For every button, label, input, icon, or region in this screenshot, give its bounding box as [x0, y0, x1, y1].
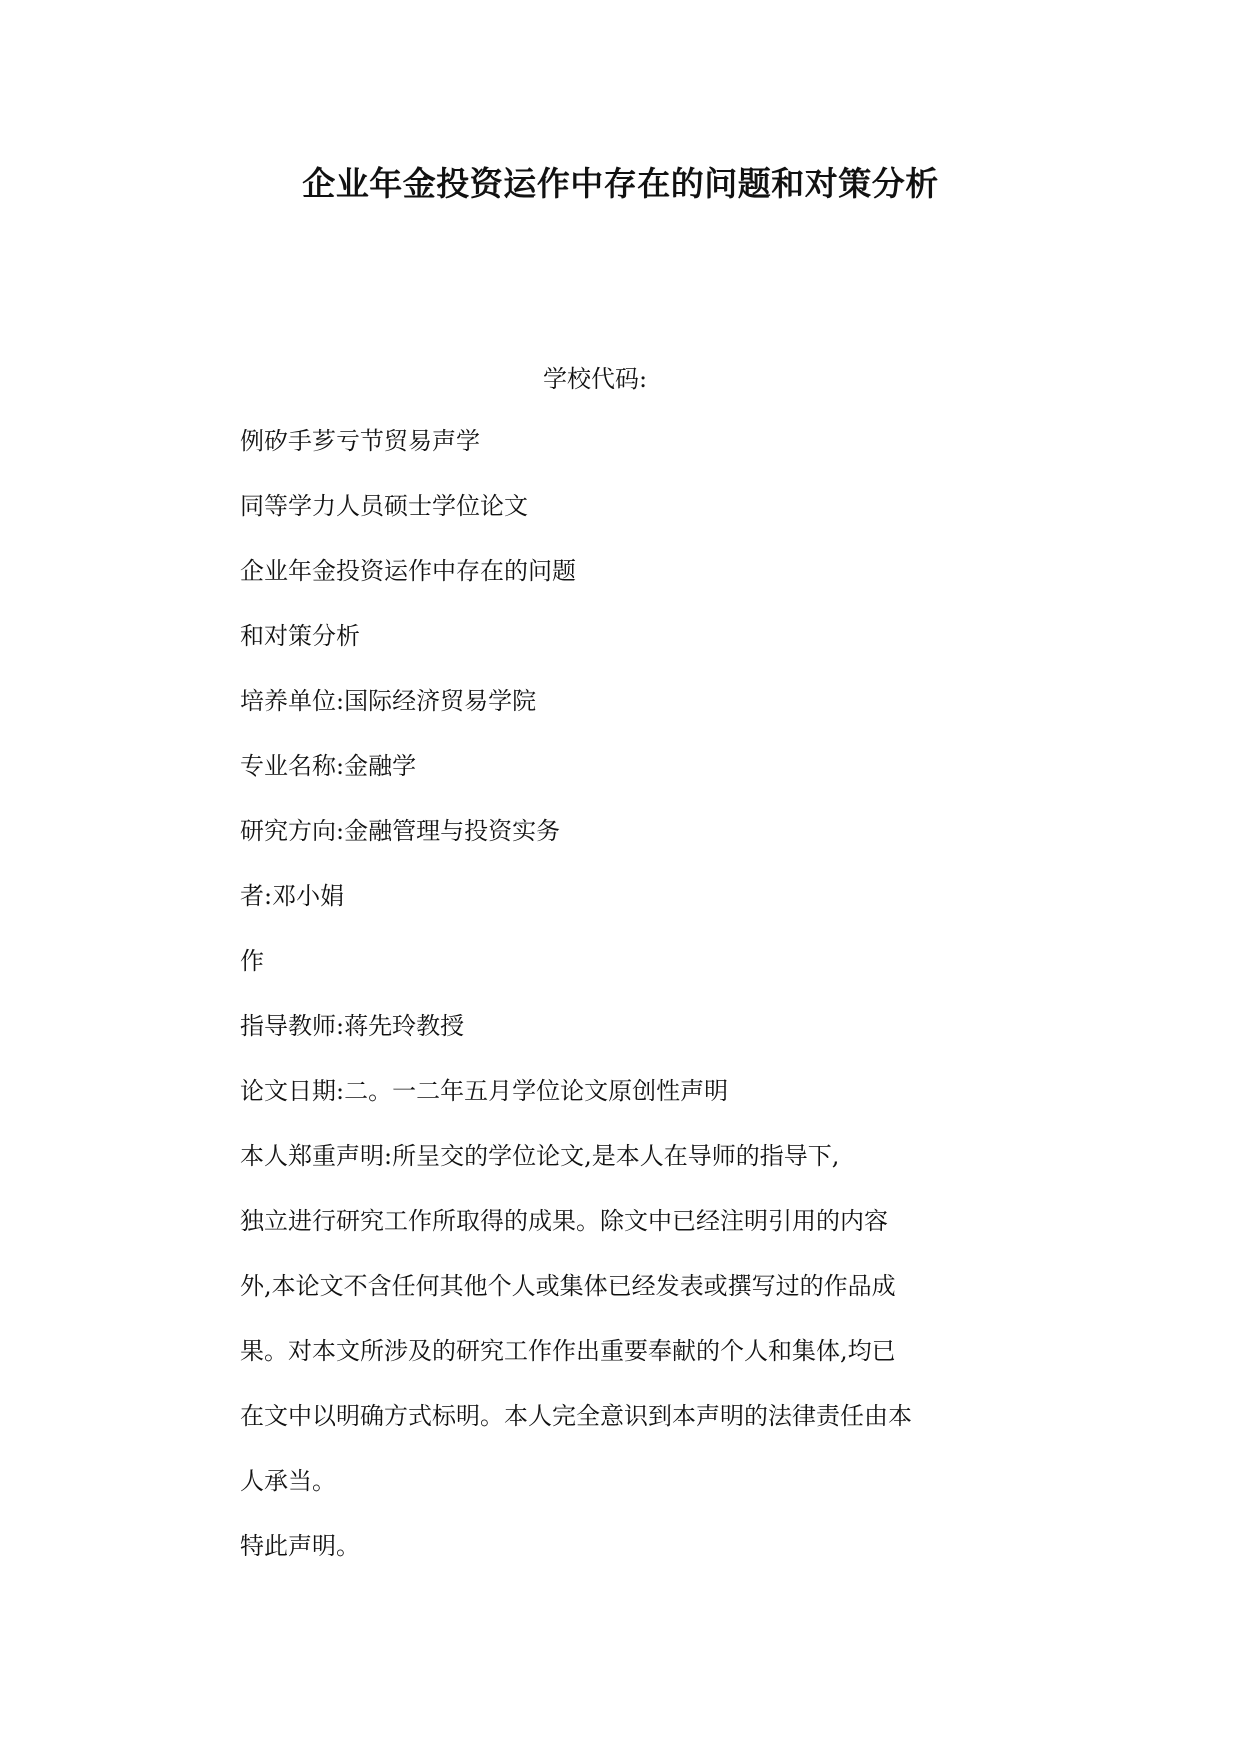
declaration-closing: 特此声明。 — [240, 1532, 360, 1560]
major-line: 专业名称:金融学 — [240, 752, 417, 780]
research-direction-line: 研究方向:金融管理与投资实务 — [240, 817, 561, 845]
thesis-title-line-2: 和对策分析 — [240, 622, 360, 650]
declaration-paragraph-line: 外,本论文不含任何其他个人或集体已经发表或撰写过的作品成 — [240, 1272, 896, 1300]
declaration-paragraph-line: 本人郑重声明:所呈交的学位论文,是本人在导师的指导下, — [240, 1142, 840, 1170]
thesis-title-line-1: 企业年金投资运作中存在的问题 — [240, 557, 576, 585]
declaration-paragraph-line: 在文中以明确方式标明。本人完全意识到本声明的法律责任由本 — [240, 1402, 912, 1430]
author-label-fragment: 作 — [240, 947, 264, 975]
document-title: 企业年金投资运作中存在的问题和对策分析 — [302, 164, 939, 203]
author-line: 者:邓小娟 — [240, 882, 345, 910]
advisor-line: 指导教师:蒋先玲教授 — [240, 1012, 465, 1040]
school-code-label: 学校代码: — [542, 365, 648, 393]
thesis-type-line: 同等学力人员硕士学位论文 — [240, 492, 528, 520]
school-name-line: 例矽手芗亏节贸易声学 — [240, 427, 480, 455]
declaration-paragraph-line: 独立进行研究工作所取得的成果。除文中已经注明引用的内容 — [240, 1207, 888, 1235]
thesis-date-line: 论文日期:二。一二年五月学位论文原创性声明 — [240, 1077, 729, 1105]
declaration-paragraph-line: 果。对本文所涉及的研究工作作出重要奉献的个人和集体,均已 — [240, 1337, 896, 1365]
training-unit-line: 培养单位:国际经济贸易学院 — [240, 687, 537, 715]
declaration-paragraph-line: 人承当。 — [240, 1467, 336, 1495]
